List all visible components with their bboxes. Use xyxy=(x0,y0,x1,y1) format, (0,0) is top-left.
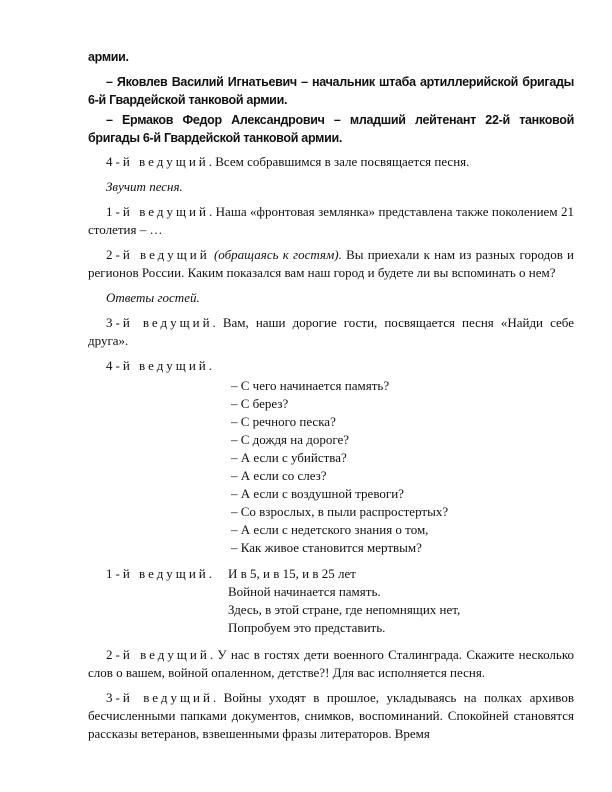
stage-note: (обращаясь к гостям). xyxy=(213,247,342,262)
paragraph-text: . Войны уходят в прошлое, укладываясь на полках архивов бесчисленными папками документов, снимков, воспоминаний. Спокойней становятся рассказы ветеранов, взвешенными фразы литераторов. Время xyxy=(88,690,574,741)
verse-line: Попробуем это представить. xyxy=(228,620,386,635)
poem-line: – Со взрослых, в пыли распростертых? xyxy=(231,504,449,519)
bold-line-3: – Ермаков Федор Александрович – младший лейтенант 22-й танковой бригады 6-й Гвардейской танковой армии. xyxy=(88,113,574,145)
paragraph-1 xyxy=(88,153,574,171)
poem-line: – А если со слез? xyxy=(231,468,327,483)
paragraph-text: . xyxy=(208,358,212,373)
poem-line: – Как живое становится мертвым? xyxy=(231,540,422,555)
poem-line: – А если с убийства? xyxy=(231,450,347,465)
verse-line: Здесь, в этой стране, где непомнящих нет, xyxy=(228,602,461,617)
poem-line: – С речного песка? xyxy=(231,414,336,429)
speaker-label: 3-й ведущий xyxy=(106,690,213,705)
speaker-label: 2-й ведущий xyxy=(106,647,210,662)
paragraph-6 xyxy=(88,314,574,350)
verse-line: И в 5, и в 15, и в 25 лет xyxy=(228,566,356,581)
poem xyxy=(231,377,574,557)
stage-direction-answers: Ответы гостей. xyxy=(106,290,200,305)
speaker-dot: . xyxy=(208,566,212,581)
document-page xyxy=(88,48,574,750)
verse-line: Войной начинается память. xyxy=(228,584,381,599)
speaker-label: 2-й ведущий xyxy=(106,247,210,262)
paragraph-text: . Наша «фронтовая землянка» представлена также поколением 21 столетия – … xyxy=(88,204,574,237)
speaker-label: 3-й ведущий xyxy=(106,315,213,330)
poem-line: – С берез? xyxy=(231,396,289,411)
paragraph-9 xyxy=(88,689,574,743)
paragraph-text: Вы приехали к нам из разных городов и регионов России. Каким показался вам наш город и будете ли вы вспоминать о нем? xyxy=(88,247,575,280)
speaker-label: 4-й ведущий xyxy=(106,358,209,373)
paragraph-3 xyxy=(88,203,574,239)
poem-line: – А если с недетского знания о том, xyxy=(231,522,429,537)
paragraph-text: . Всем собравшимся в зале посвящается песня. xyxy=(208,154,470,169)
speaker-label: 4-й ведущий xyxy=(106,154,209,169)
paragraph-text: . Вам, наши дорогие гости, посвящается песня «Найди себе друга». xyxy=(88,315,574,348)
verse-lines xyxy=(228,565,460,637)
verse-block xyxy=(88,565,574,637)
paragraph-4 xyxy=(88,246,574,282)
poem-line: – С чего начинается память? xyxy=(231,378,390,393)
bold-line-2: – Яковлев Василий Игнатьевич – начальник штаба артиллерийской бригады 6-й Гвардейской танковой армии. xyxy=(88,75,574,107)
stage-direction-song: Звучит песня. xyxy=(106,179,183,194)
paragraph-7 xyxy=(88,357,574,375)
paragraph-8 xyxy=(88,646,574,682)
speaker-label: 1-й ведущий xyxy=(106,204,209,219)
poem-line: – А если с воздушной тревоги? xyxy=(231,486,404,501)
speaker-label: 1-й ведущий xyxy=(106,566,209,581)
poem-line: – С дождя на дороге? xyxy=(231,432,350,447)
paragraph-text: . У нас в гостях дети военного Сталинграда. Скажите несколько слов о вашем, войной опаленном, детстве?! Для вас исполняется песня. xyxy=(88,647,574,680)
bold-line-1: армии. xyxy=(88,50,129,64)
verse-speaker xyxy=(88,565,228,637)
